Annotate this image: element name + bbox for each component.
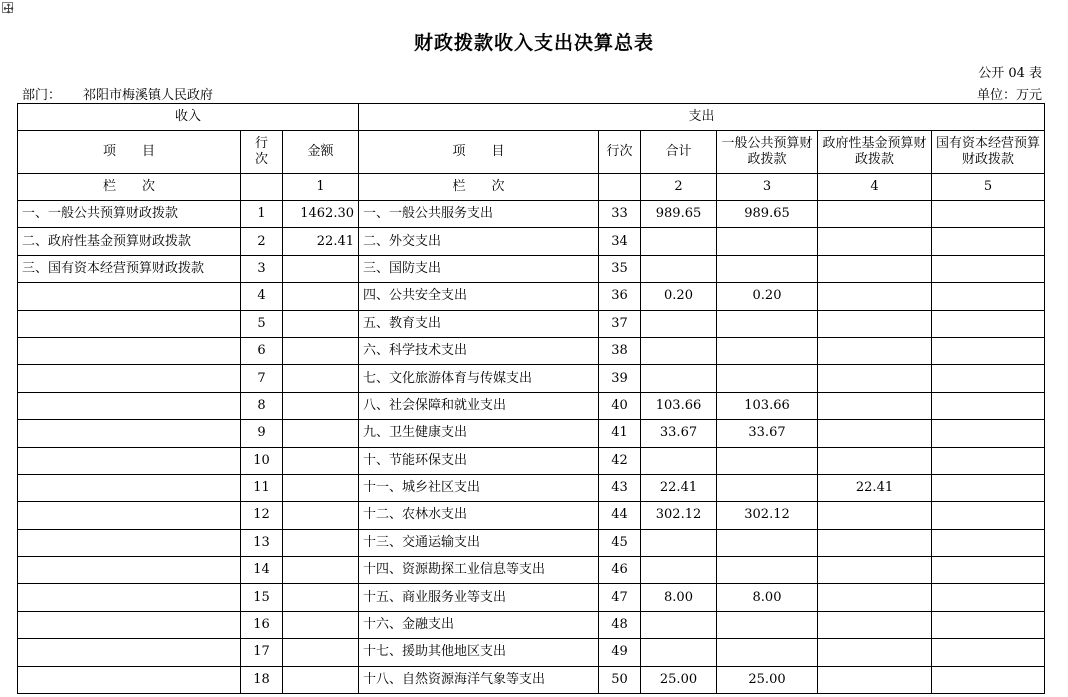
expenditure-item-cell: 十五、商业服务业等支出 [359,584,599,611]
income-line-no-cell: 13 [241,529,283,556]
expenditure-line-no-cell: 41 [599,420,641,447]
state-capital-cell [932,420,1045,447]
income-amount-cell [283,283,359,310]
general-budget-cell: 33.67 [717,420,818,447]
expenditure-item-cell: 十七、援助其他地区支出 [359,639,599,666]
gov-fund-cell [818,201,932,228]
income-line-no-cell: 3 [241,255,283,282]
total-cell [641,365,717,392]
gov-fund-cell [818,255,932,282]
table-row [18,201,1045,228]
total-cell [641,310,717,337]
gov-fund-cell [818,611,932,638]
state-capital-cell [932,474,1045,501]
table-row [18,310,1045,337]
income-line-no-cell: 11 [241,474,283,501]
total-header: 合计 [641,131,717,174]
general-budget-cell [717,557,818,584]
general-budget-cell [717,310,818,337]
general-budget-cell: 0.20 [717,283,818,310]
expenditure-section-header: 支出 [359,104,1045,131]
state-capital-cell [932,584,1045,611]
state-capital-cell [932,337,1045,364]
expenditure-item-cell: 三、国防支出 [359,255,599,282]
income-column-label: 栏 次 [18,174,241,201]
income-line-no-cell: 2 [241,228,283,255]
expenditure-item-cell: 十一、城乡社区支出 [359,474,599,501]
gov-fund-cell [818,420,932,447]
income-item-cell [18,502,241,529]
income-amount-cell: 22.41 [283,228,359,255]
expenditure-item-cell: 十六、金融支出 [359,611,599,638]
income-amount-cell [283,255,359,282]
income-item-cell: 三、国有资本经营预算财政拨款 [18,255,241,282]
income-amount-cell: 1462.30 [283,201,359,228]
expenditure-item-cell: 八、社会保障和就业支出 [359,392,599,419]
income-amount-cell [283,337,359,364]
table-row [18,392,1045,419]
income-amount-cell [283,365,359,392]
general-budget-cell [717,611,818,638]
gov-fund-cell: 22.41 [818,474,932,501]
expenditure-item-cell: 九、卫生健康支出 [359,420,599,447]
expenditure-item-cell: 十三、交通运输支出 [359,529,599,556]
income-amount-cell [283,310,359,337]
total-cell: 8.00 [641,584,717,611]
income-amount-cell [283,474,359,501]
income-amount-cell [283,611,359,638]
header-row-sections [18,104,1045,131]
state-capital-cell [932,283,1045,310]
expenditure-line-no-cell: 40 [599,392,641,419]
expenditure-column-label: 栏 次 [359,174,599,201]
total-cell: 25.00 [641,666,717,693]
header-row-column-numbers [18,174,1045,201]
header-row-columns [18,131,1045,174]
income-item-cell [18,310,241,337]
gov-fund-cell [818,337,932,364]
total-cell [641,529,717,556]
income-line-no-cell: 6 [241,337,283,364]
table-row [18,666,1045,693]
expenditure-line-no-cell: 47 [599,584,641,611]
income-amount-cell [283,584,359,611]
expenditure-line-no-header: 行次 [599,131,641,174]
general-budget-cell [717,337,818,364]
income-amount-cell [283,639,359,666]
income-line-no-header: 行 次 [241,131,283,174]
expenditure-item-cell: 二、外交支出 [359,228,599,255]
income-amount-cell [283,502,359,529]
expenditure-item-cell: 五、教育支出 [359,310,599,337]
expenditure-line-no-cell: 46 [599,557,641,584]
income-item-cell [18,447,241,474]
column-number-3: 3 [717,174,818,201]
expenditure-item-cell: 一、一般公共服务支出 [359,201,599,228]
expenditure-item-cell: 四、公共安全支出 [359,283,599,310]
table-row [18,611,1045,638]
income-line-no-cell: 16 [241,611,283,638]
general-budget-cell [717,365,818,392]
column-number-1: 1 [283,174,359,201]
state-capital-cell [932,201,1045,228]
gov-fund-cell [818,392,932,419]
gov-fund-cell [818,557,932,584]
table-move-handle-icon[interactable] [2,2,13,13]
general-budget-cell [717,529,818,556]
table-row [18,557,1045,584]
total-cell: 22.41 [641,474,717,501]
state-capital-cell [932,639,1045,666]
income-amount-cell [283,420,359,447]
expenditure-item-cell: 十、节能环保支出 [359,447,599,474]
expenditure-item-cell: 十八、自然资源海洋气象等支出 [359,666,599,693]
column-number-5: 5 [932,174,1045,201]
income-item-cell [18,666,241,693]
expenditure-item-cell: 十二、农林水支出 [359,502,599,529]
state-capital-cell [932,502,1045,529]
expenditure-line-no-cell: 33 [599,201,641,228]
expenditure-line-no-cell: 38 [599,337,641,364]
state-capital-cell [932,392,1045,419]
state-capital-header: 国有资本经营预算财政拨款 [932,131,1045,174]
expenditure-line-no-cell: 43 [599,474,641,501]
general-budget-cell: 989.65 [717,201,818,228]
department-label: 部门： [22,88,62,103]
table-row [18,365,1045,392]
expenditure-line-no-cell: 49 [599,639,641,666]
total-cell [641,255,717,282]
form-number: 公开 04 表 [978,66,1042,81]
expenditure-line-no-cell: 42 [599,447,641,474]
income-amount-header: 金额 [283,131,359,174]
income-item-cell [18,420,241,447]
table-row [18,529,1045,556]
table-row [18,584,1045,611]
income-item-cell [18,557,241,584]
department-line [22,84,213,103]
general-budget-cell: 302.12 [717,502,818,529]
general-budget-cell [717,447,818,474]
column-number-2: 2 [641,174,717,201]
state-capital-cell [932,557,1045,584]
expenditure-line-no-cell: 45 [599,529,641,556]
expenditure-line-no-cell: 48 [599,611,641,638]
state-capital-cell [932,611,1045,638]
general-budget-cell [717,255,818,282]
total-cell [641,447,717,474]
income-item-cell [18,584,241,611]
income-amount-cell [283,392,359,419]
income-line-no-cell: 8 [241,392,283,419]
income-item-cell [18,639,241,666]
state-capital-cell [932,365,1045,392]
gov-fund-cell [818,447,932,474]
gov-fund-cell [818,310,932,337]
income-line-no-cell: 7 [241,365,283,392]
total-cell: 103.66 [641,392,717,419]
total-cell: 302.12 [641,502,717,529]
expenditure-line-no-cell: 34 [599,228,641,255]
income-amount-cell [283,447,359,474]
state-capital-cell [932,666,1045,693]
appropriation-table [17,103,1045,694]
income-line-no-cell: 15 [241,584,283,611]
general-budget-cell [717,474,818,501]
gov-fund-header: 政府性基金预算财政拨款 [818,131,932,174]
column-number-4: 4 [818,174,932,201]
gov-fund-cell [818,365,932,392]
income-line-no-cell: 5 [241,310,283,337]
expenditure-line-no-cell: 35 [599,255,641,282]
total-cell: 0.20 [641,283,717,310]
gov-fund-cell [818,502,932,529]
income-item-cell [18,529,241,556]
income-line-no-cell: 4 [241,283,283,310]
income-line-no-cell: 12 [241,502,283,529]
income-item-cell [18,611,241,638]
state-capital-cell [932,529,1045,556]
total-cell: 33.67 [641,420,717,447]
gov-fund-cell [818,283,932,310]
income-item-cell [18,283,241,310]
gov-fund-cell [818,666,932,693]
table-row [18,639,1045,666]
state-capital-cell [932,255,1045,282]
expenditure-line-no-cell: 37 [599,310,641,337]
general-budget-cell: 25.00 [717,666,818,693]
total-cell [641,639,717,666]
income-line-no-blank [241,174,283,201]
income-line-no-cell: 18 [241,666,283,693]
income-line-no-cell: 9 [241,420,283,447]
income-line-no-cell: 10 [241,447,283,474]
income-amount-cell [283,529,359,556]
general-budget-cell [717,639,818,666]
general-budget-cell [717,228,818,255]
table-row [18,474,1045,501]
general-budget-cell: 8.00 [717,584,818,611]
gov-fund-cell [818,639,932,666]
table-row [18,255,1045,282]
income-line-no-cell: 1 [241,201,283,228]
table-row [18,283,1045,310]
general-budget-header: 一般公共预算财政拨款 [717,131,818,174]
table-row [18,420,1045,447]
income-item-header: 项 目 [18,131,241,174]
income-item-cell: 一、一般公共预算财政拨款 [18,201,241,228]
expenditure-line-no-cell: 44 [599,502,641,529]
income-amount-cell [283,666,359,693]
income-item-cell [18,337,241,364]
state-capital-cell [932,228,1045,255]
income-section-header: 收入 [18,104,359,131]
expenditure-line-no-cell: 39 [599,365,641,392]
page-title: 财政拨款收入支出决算总表 [413,32,654,54]
income-item-cell [18,392,241,419]
income-item-cell [18,365,241,392]
total-cell [641,228,717,255]
general-budget-cell: 103.66 [717,392,818,419]
income-item-cell [18,474,241,501]
gov-fund-cell [818,228,932,255]
income-line-no-cell: 14 [241,557,283,584]
unit-label: 单位：万元 [976,88,1042,103]
total-cell: 989.65 [641,201,717,228]
table-row [18,228,1045,255]
gov-fund-cell [818,529,932,556]
department-name: 祁阳市梅溪镇人民政府 [83,88,214,103]
table-row [18,337,1045,364]
expenditure-line-no-cell: 50 [599,666,641,693]
table-row [18,447,1045,474]
expenditure-item-cell: 七、文化旅游体育与传媒支出 [359,365,599,392]
income-item-cell: 二、政府性基金预算财政拨款 [18,228,241,255]
total-cell [641,337,717,364]
expenditure-item-cell: 十四、资源勘探工业信息等支出 [359,557,599,584]
gov-fund-cell [818,584,932,611]
total-cell [641,611,717,638]
total-cell [641,557,717,584]
state-capital-cell [932,310,1045,337]
table-row [18,502,1045,529]
income-amount-cell [283,557,359,584]
income-line-no-cell: 17 [241,639,283,666]
expenditure-item-header: 项 目 [359,131,599,174]
state-capital-cell [932,447,1045,474]
expenditure-line-no-cell: 36 [599,283,641,310]
expenditure-line-no-blank [599,174,641,201]
expenditure-item-cell: 六、科学技术支出 [359,337,599,364]
